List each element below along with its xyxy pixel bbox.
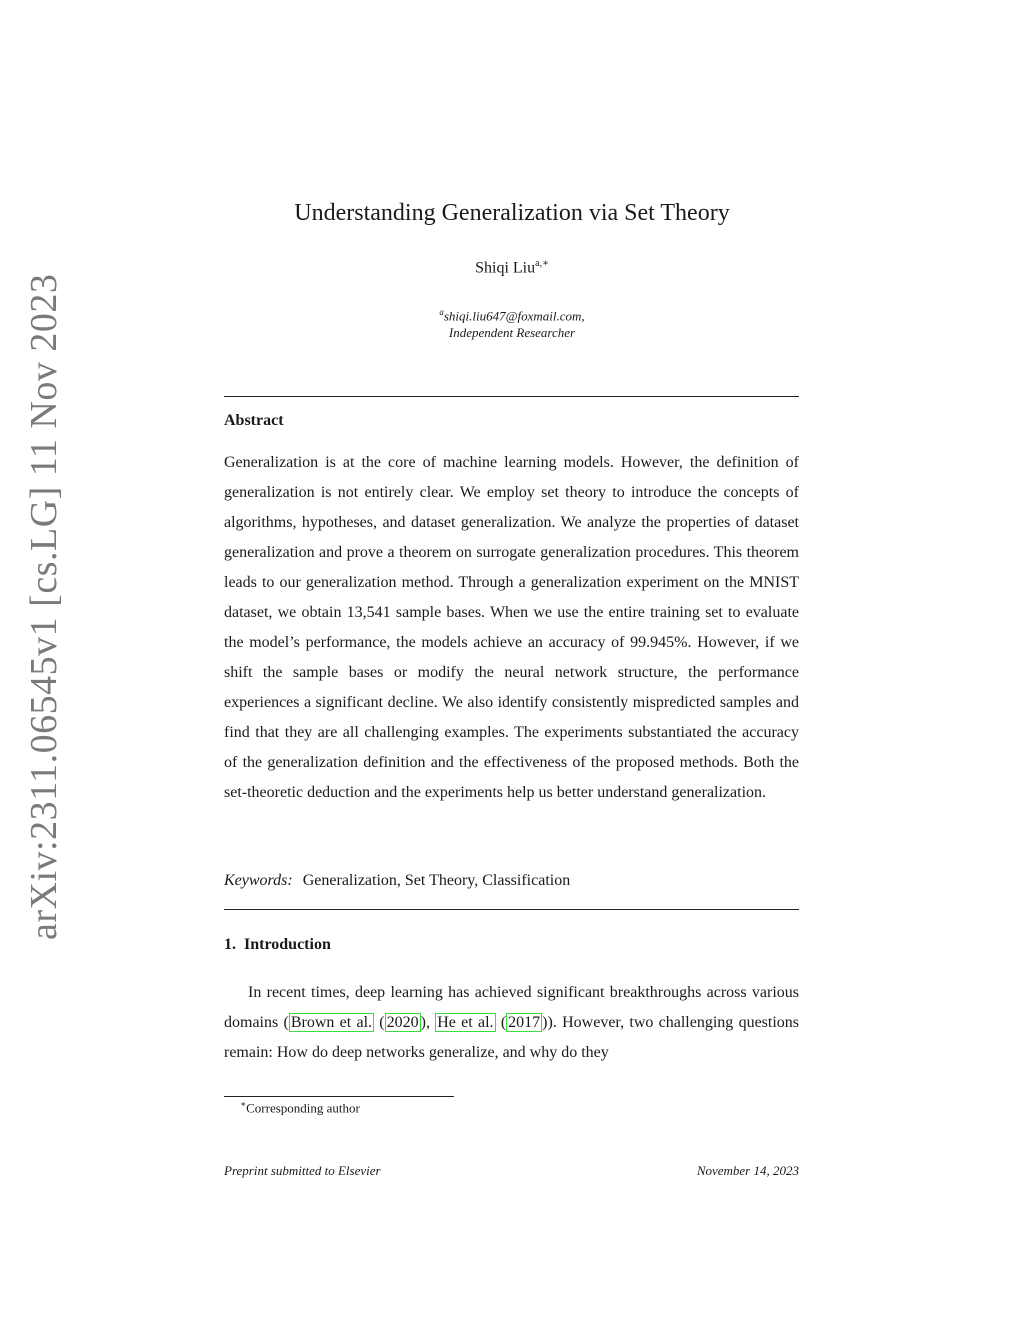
abstract-heading: Abstract [224,412,284,429]
footnote-text: Corresponding author [246,1100,360,1116]
citation-link-he-author[interactable]: He et al. [437,1014,494,1031]
footer-date: November 14, 2023 [696,1163,799,1178]
citation-link-brown-author[interactable]: Brown et al. [290,1014,373,1031]
affiliation-block [0,304,1024,341]
footnote-rule [224,1096,454,1097]
author-line [0,258,1024,277]
keywords-line [224,872,799,890]
introduction-paragraph: In recent times, deep learning has achieved significant breakthroughs across various domains ( Brown et al. ( 2020 ), He et al. ( 2017 )). However, two challenging questions remain: How do deep networks generalize, and why do they [224,984,800,1061]
keywords-label: Keywords: [224,872,293,889]
author-name: Shiqi Liu [475,259,536,277]
abstract-bottom-rule [224,909,799,910]
affiliation-org: Independent Researcher [448,325,576,341]
keywords-value: Generalization, Set Theory, Classification [302,872,571,889]
citation-link-brown-year[interactable]: 2020 [386,1014,419,1031]
footnote-mark: ∗ [240,1099,247,1109]
arxiv-identifier-stamp: arXiv:2311.06545v1 [cs.LG] 11 Nov 2023 [23,273,65,940]
author-marks: a,∗ [535,258,549,269]
intro-text-before: In recent times, deep learning has achieved significant breakthroughs across various domains ( [224,984,799,1031]
section-title: Introduction [244,936,331,953]
affiliation-mark: a [439,307,444,317]
abstract-body: Generalization is at the core of machine learning models. However, the definition of generalization is not entirely clear. We employ set theory to introduce the concepts of algorithms, hypotheses, and dataset generalization. We analyze the properties of dataset generalization and prove a theorem on surrogate generalization procedures. This theorem leads to our generalization method. Through a generalization experiment on the MNIST dataset, we obtain 13,541 sample bases. When we use the entire training set to evaluate the model’s performance, the models achieve an accuracy of 99.945%. However, if we shift the sample bases or modify the neural network structure, the performance experiences a significant decline. We also identify consistently mispredicted samples and find that they are all challenging examples. The experiments substantiated the accuracy of the generalization definition and the effectiveness of the proposed methods. Both the set-theoretic deduction and the experiments help us better understand generalization. [224,454,799,801]
paper-title: Understanding Generalization via Set Theory [294,200,730,226]
affiliation-email-line [0,304,1024,324]
footer-preprint-note: Preprint submitted to Elsevier [224,1163,381,1178]
section-number: 1. [224,936,236,953]
affiliation-email[interactable]: shiqi.liu647@foxmail.com, [443,308,585,324]
section-heading-introduction [224,936,331,954]
abstract-top-rule [224,396,799,397]
intro-text-after: ). However, two challenging questions remain: How do deep networks generalize, and why do they [224,1014,800,1061]
footnote [240,1099,360,1116]
citation-link-he-year[interactable]: 2017 [508,1014,541,1031]
